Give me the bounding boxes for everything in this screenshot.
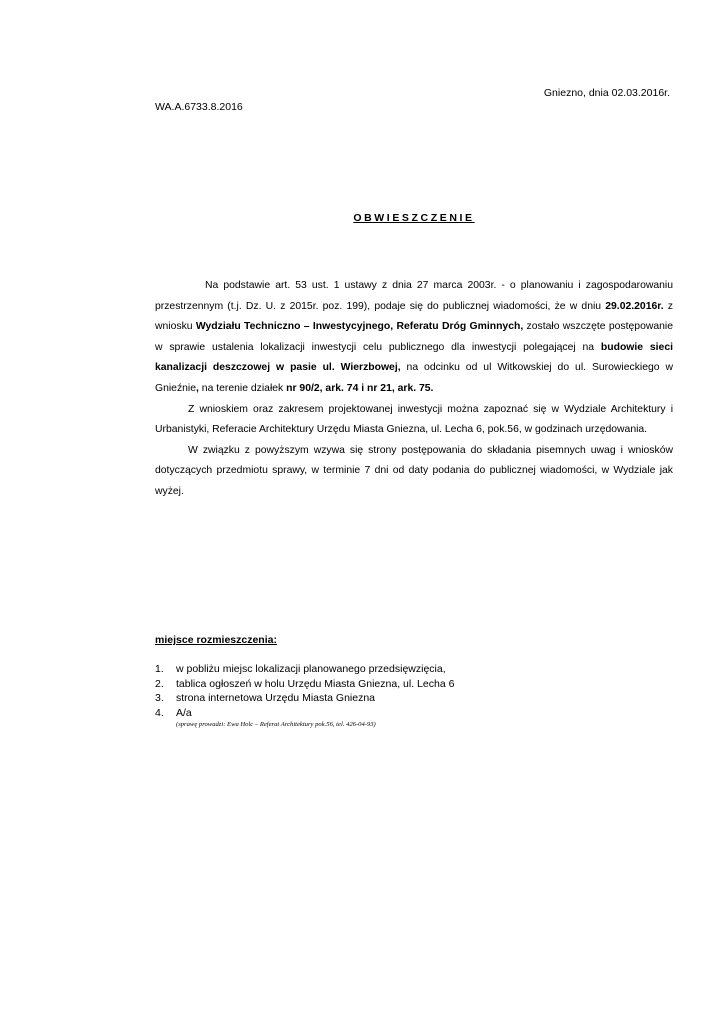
plot-numbers: nr 90/2, ark. 74 i nr 21, ark. 75. xyxy=(286,382,434,394)
list-item-number: 4. xyxy=(155,706,164,719)
list-item xyxy=(155,677,454,692)
paragraph-text: na terenie działek xyxy=(198,382,287,394)
list-item xyxy=(155,662,454,677)
paragraph-text: , xyxy=(196,382,199,394)
paragraph-text: zostało wszczęte postępowanie w sprawie ustalenia lokalizacji inwestycji celu publicznego dla inwestycji polegającej na xyxy=(155,321,673,353)
reference-number: WA.A.6733.8.2016 xyxy=(155,101,243,113)
paragraph-inspection-info: Z wnioskiem oraz zakresem projektowanej inwestycji można zapoznać się w Wydziale Architektury i Urbanistyki, Referacie Architektury Urzędu Miasta Gniezna, ul. Lecha 6, pok.56, w godzinach urzędowania. xyxy=(155,403,673,436)
list-item xyxy=(155,706,454,721)
list-item-number: 1. xyxy=(155,663,164,675)
list-item-text: w pobliżu miejsc lokalizacji planowanego przedsięwzięcia, xyxy=(176,663,446,675)
paragraph-legal-basis xyxy=(155,276,673,400)
document-date: Gniezno, dnia 02.03.2016r. xyxy=(543,87,670,99)
paragraph-text: Na podstawie art. 53 ust. 1 ustawy z dnia 27 marca 2003r. - o planowaniu i zagospodarowaniu przestrzennym (t.j. Dz. U. z 2015r. poz. 199), podaje się do publicznej wiadomości, że w dniu xyxy=(155,280,673,312)
placement-list xyxy=(155,662,454,720)
list-item-number: 2. xyxy=(155,677,164,690)
document-body xyxy=(155,276,673,503)
paragraph-call-for-comments: W związku z powyższym wzywa się strony postępowania do składania pisemnych uwag i wniosków dotyczących przedmiotu sprawy, w terminie 7 dni od daty podania do publicznej wiadomości, w Wydziale jak wyżej. xyxy=(155,444,673,497)
placement-heading: miejsce rozmieszczenia: xyxy=(155,634,277,646)
paragraph-text: z wniosku xyxy=(155,300,673,333)
list-item-text: tablica ogłoszeń w holu Urzędu Miasta Gniezna, ul. Lecha 6 xyxy=(176,677,455,690)
list-item-text: A/a xyxy=(176,706,192,719)
list-item-text: strona internetowa Urzędu Miasta Gniezna xyxy=(176,692,376,705)
contact-note: (sprawę prowadzi: Ewa Holc – Referat Architektury pok.56, tel. 426-04-93) xyxy=(176,721,376,728)
applicant-name: Wydziału Techniczno – Inwestycyjnego, Referatu Dróg Gminnych, xyxy=(195,321,524,333)
document-title: OBWIESZCZENIE xyxy=(353,212,475,224)
list-item xyxy=(155,691,454,706)
initiation-date: 29.02.2016r. xyxy=(605,300,664,312)
list-item-number: 3. xyxy=(155,692,164,705)
paragraph-text: na odcinku od ul Witkowskiej do ul. Surowieckiego w Gnieźnie xyxy=(155,362,673,394)
investment-description: budowie sieci kanalizacji deszczowej w pasie ul. Wierzbowej, xyxy=(155,341,673,374)
